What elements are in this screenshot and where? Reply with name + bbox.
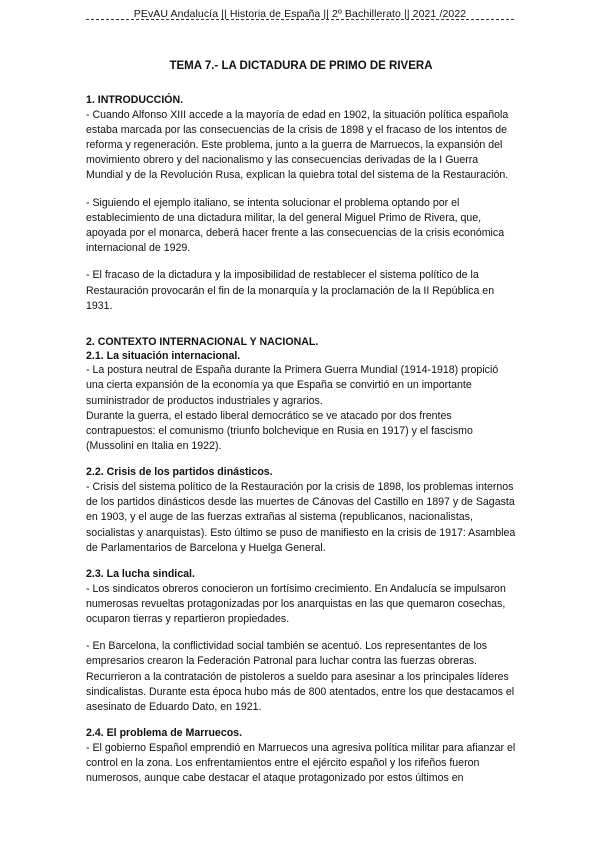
subsection-heading-situacion-internacional: 2.1. La situación internacional. (86, 349, 241, 362)
section-heading-contexto: 2. CONTEXTO INTERNACIONAL Y NACIONAL. (86, 336, 319, 349)
paragraph: - El gobierno Español emprendió en Marruecos una agresiva política militar para afianzar el control en la zona. Los enfrentamientos entre el ejército español y los rifeños fueron numerosos, aunque cabe destacar el ataque protagonizado por estos últimos en (86, 741, 516, 785)
paragraph: - Crisis del sistema político de la Restauración por la crisis de 1898, los problemas internos de los partidos dinásticos desde las muertes de Cánovas del Castillo en 1897 y de Sagasta en 1903, y el auge de las fuerzas extrañas al sistema (republicanos, nacionalistas, socialistas y anarquistas). Esto último se puso de manifiesto en la crisis de 1917: Asamblea de Parlamentarios de Barcelona y Huelga General. (86, 481, 516, 554)
page-header: PEvAU Andalucía || Historia de España || 2º Bachillerato || 2021 /2022 (133, 8, 467, 20)
paragraph: - La postura neutral de España durante la Primera Guerra Mundial (1914-1918) propició una cierta expansión de la economía ya que España se convirtió en un importante suministrador de productos industriales y agrarios. (86, 364, 499, 407)
document-title: TEMA 7.- LA DICTADURA DE PRIMO DE RIVERA (169, 60, 433, 72)
document-body (86, 60, 516, 786)
paragraph: - El fracaso de la dictadura y la imposibilidad de restablecer el sistema político de la Restauración provocarán el fin de la monarquía y la proclamación de la II República en 1931. (86, 269, 495, 312)
subsection-heading-crisis-partidos: 2.2. Crisis de los partidos dinásticos. (86, 466, 273, 479)
subsection-heading-lucha-sindical: 2.3. La lucha sindical. (86, 568, 195, 581)
section-heading-introduccion: 1. INTRODUCCIÓN. (86, 94, 184, 106)
paragraph: - Siguiendo el ejemplo italiano, se intenta solucionar el problema optando por el establecimiento de una dictadura militar, la del general Miguel Primo de Rivera, que, apoyada por el monarca, deberá hacer frente a las consecuencias de la crisis económica internacional de 1929. (86, 196, 505, 255)
header-divider (86, 19, 514, 20)
subsection-heading-marruecos: 2.4. El problema de Marruecos. (86, 727, 243, 740)
paragraph: Durante la guerra, el estado liberal democrático se ve atacado por dos frentes contrapuestos: el comunismo (triunfo bolchevique en Rusia en 1917) y el fascismo (Mussolini en Italia en 1922). (86, 409, 473, 453)
paragraph: - Los sindicatos obreros conocieron un fortísimo crecimiento. En Andalucía se impulsaron numerosas revueltas protagonizadas por los anarquistas en las que quemaron cosechas, ocuparon tierras y repartieron propiedades. (86, 582, 506, 626)
paragraph: - Cuando Alfonso XIII accede a la mayoría de edad en 1902, la situación política española estaba marcada por las consecuencias de la crisis de 1898 y el fracaso de los intentos de reforma y regeneración. Este problema, junto a la guerra de Marruecos, la expansión del movimiento obrero y del nacionalismo y las consecuencias derivadas de la I Guerra Mundial y de la Revolución Rusa, explican la quiebra total del sistema de la Restauración. (86, 108, 509, 182)
paragraph: - En Barcelona, la conflictividad social también se acentuó. Los representantes de los empresarios crearon la Federación Patronal para luchar contra las fuerzas obreras. Recurrieron a la contratación de pistoleros a sueldo para asesinar a los principales líderes sindicalistas. Durante esta época hubo más de 800 atentados, entre los que destacamos el asesinato de Eduardo Dato, en 1921. (86, 640, 515, 714)
